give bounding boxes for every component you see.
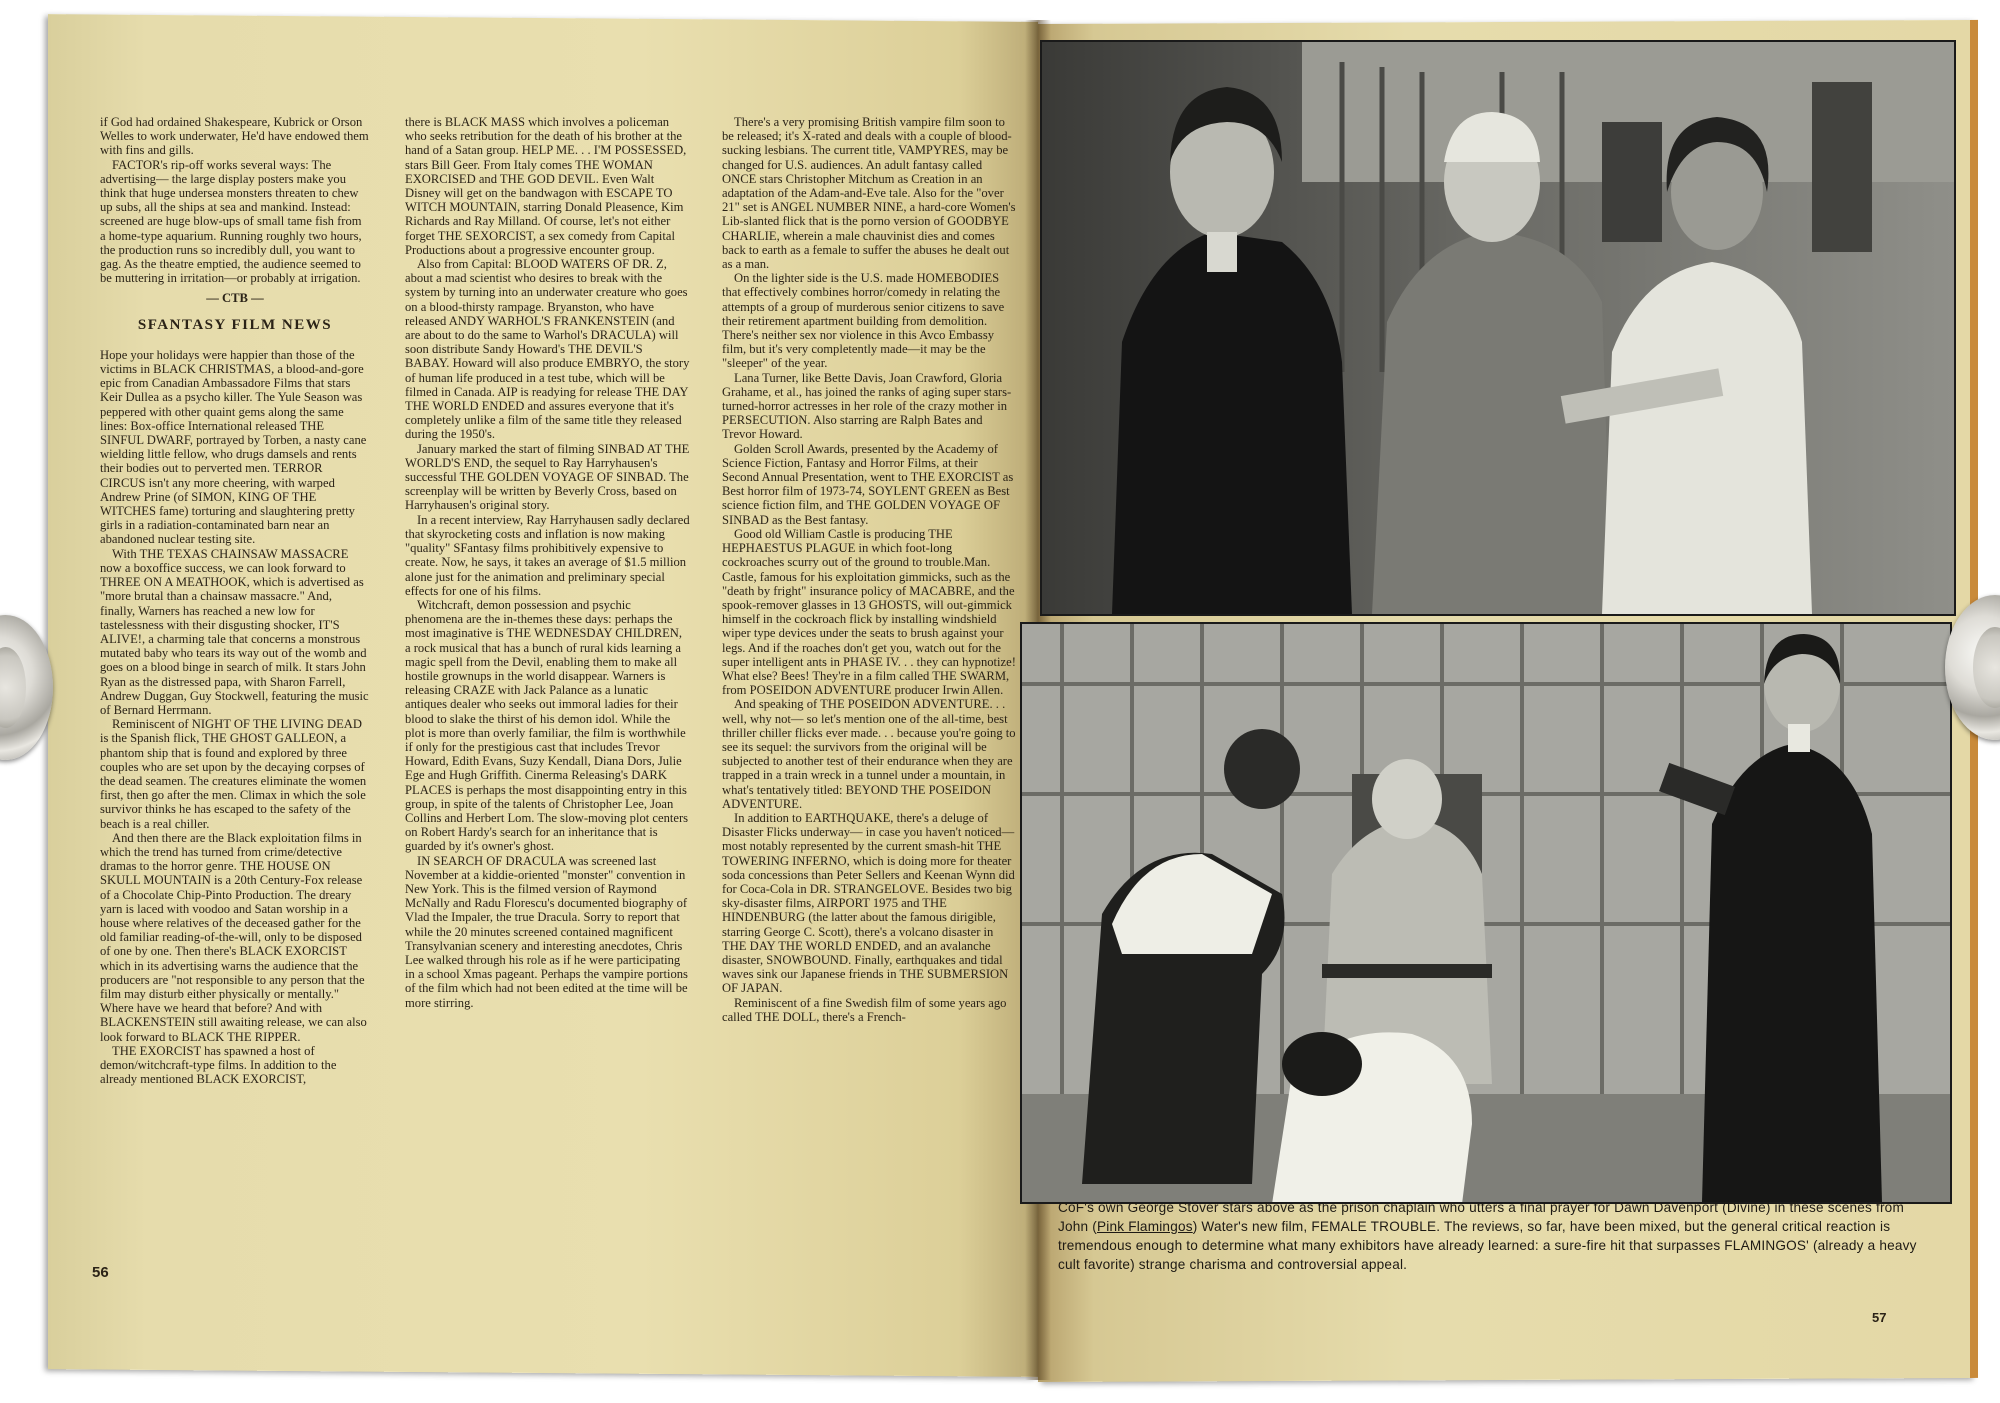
article-column-2 <box>405 115 690 1010</box>
page-number-right: 57 <box>1872 1310 1887 1325</box>
paragraph: Reminiscent of a fine Swedish film of some years ago called THE DOLL, there's a French- <box>722 995 1007 1024</box>
paragraph: Golden Scroll Awards, presented by the Academy of Science Fiction, Fantasy and Horror Films, at their Second Annual Presentation, went to THE EXORCIST as Best horror film of 1973-74, SOYLENT GREEN as Best science fiction film, and THE GOLDEN VOYAGE OF SINBAD as the Best fantasy. <box>722 441 1014 527</box>
paragraph: there is BLACK MASS which involves a policeman who seeks retribution for the death of his brother at the hand of a Satan group. HELP ME. . . I'M POSSESSED, stars Bill Geer. From Italy comes THE WOMAN EXORCISED and THE GOD DEVIL. Even Walt Disney will get on the bandwagon with ESCAPE TO WITCH MOUNTAIN, starring Donald Pleasence, Kim Richards and Ray Milland. Of course, let's not either forget THE SEXORCIST, a sex comedy from Capital Productions about a progressive encounter group. <box>405 115 687 257</box>
paragraph: With THE TEXAS CHAINSAW MASSACRE now a boxoffice success, we can look forward to THREE ON A MEATHOOK, which is advertised as "more brutal than a chainsaw massacre." And, finally, Warners has reached a new low for tastelessness with their disgusting shocker, IT'S ALIVE!, a charming tale that concerns a monstrous mutated baby who tears its way out of the womb and goes on a blood binge in search of milk. It stars John Ryan as the distressed papa, with Sharon Farrell, Andrew Duggan, Guy Stockwell, featuring the music of Bernard Herrmann. <box>100 546 369 717</box>
paragraph: On the lighter side is the U.S. made HOMEBODIES that effectively combines horror/comedy in relating the attempts of a group of murderous senior citizens to save their retirement apartment building from demolition. There's neither sex nor violence in this Avco Embassy film, but it's very completently made—it may be the "sleeper" of the year. <box>722 271 1005 371</box>
paragraph: Reminiscent of NIGHT OF THE LIVING DEAD is the Spanish flick, THE GHOST GALLEON, a phantom ship that is found and explored by three couples who are set upon by the decaying corpses of the dead seamen. The creatures eliminate the women first, then go after the men. Climax in which the sole survivor thinks he has escaped to the safety of the beach is a real chiller. <box>100 717 367 831</box>
photo-illustration <box>1042 42 1954 614</box>
paragraph: In addition to EARTHQUAKE, there's a deluge of Disaster Flicks underway— in case you haven't noticed— most notably represented by the current smash-hit THE TOWERING INFERNO, which is doing more for theater soda concessions than Peter Sellers and Keenan Wynn did for Coca-Cola in DR. STRANGELOVE. Besides two big sky-disaster films, AIRPORT 1975 and THE HINDENBURG (the latter about the famous dirigible, starring George C. Scott), there's a volcano disaster in THE DAY THE WORLD ENDED, and an avalanche disaster, SNOWBOUND. Finally, earthquakes and tidal waves sink our Japanese friends in THE SUBMERSION OF JAPAN. <box>722 810 1015 996</box>
caption-film-title: Pink Flamingos <box>1096 1219 1193 1234</box>
paragraph: And then there are the Black exploitation films in which the trend has turned from crime/detective dramas to the horror genre. THE HOUSE ON SKULL MOUNTAIN is a 20th Century-Fox release of a Chocolate Chip-Pinto Production. The dreary yarn is laced with voodoo and Satan worship in a house where relatives of the deceased gather for the old familiar reading-of-the-will, only to be disposed of one by one. Then there's BLACK EXORCIST which in its advertising warns the audience that the producers are "not responsible to any person that the film may disturb either physically or mentally." Where have we heard that before? And with BLACKENSTEIN still awaiting release, we can also look forward to BLACK THE RIPPER. <box>100 830 367 1044</box>
caption-text: CoF's own George Stover stars above as the prison chaplain who utters a final prayer for Dawn Davenport (Divine) in these scenes from John ( <box>1058 1200 1904 1234</box>
photo-chaplain-and-prisoner <box>1040 40 1956 616</box>
photo-illustration <box>1022 624 1950 1202</box>
paragraph: There's a very promising British vampire film soon to be released; it's X-rated and deals with a couple of blood-sucking lesbians. The current title, VAMPYRES, may be changed for U.S. audiences. An adult fantasy called ONCE stars Christopher Mitchum as Creation in an adaptation of the Adam-and-Eve tale. Also for the "over 21" set is ANGEL NUMBER NINE, a hard-core Women's Lib-slanted flick that is the porno version of GOODBYE CHARLIE, wherein a male chauvinist dies and comes back to earth as a female to suffer the abuses he dealt out as a man. <box>722 115 1016 272</box>
paragraph: Also from Capital: BLOOD WATERS OF DR. Z, about a mad scientist who desires to break with the system by turning into an underwater creature who goes on a blood-thirsty rampage. Bryanston, who have released ANDY WARHOL'S FRANKENSTEIN (and are about to do the same to Warhol's DRACULA) will soon distribute Sandy Howard's THE DEVIL'S BABAY. Howard will also produce EMBRYO, the story of human life produced in a test tube, which will be filmed in Canada. AIP is readying for release THE DAY THE WORLD ENDED and assures everyone that it's completely unlike a film of the same title they released during the 1950's. <box>405 257 690 442</box>
paragraph: And speaking of THE POSEIDON ADVENTURE. . . well, why not— so let's mention one of the all-time, best thriller chiller flicks ever made. . . because you're going to see its sequel: the survivors from the original will be subjected to another test of their endurance when they are trapped in a train wreck in a tunnel under a mountain, in what's tentatively titled: BEYOND THE POSEIDON ADVENTURE. <box>722 697 1016 811</box>
paragraph: January marked the start of filming SINBAD AT THE WORLD'S END, the sequel to Ray Harryhausen's successful THE GOLDEN VOYAGE OF SINBAD. The screenplay will be written by Beverly Cross, based on Harryhausen's original story. <box>405 441 690 513</box>
page-number-left: 56 <box>92 1264 109 1281</box>
ring-hole <box>0 647 26 728</box>
photo-caption <box>1058 1198 1928 1274</box>
paragraph: IN SEARCH OF DRACULA was screened last November at a kiddie-oriented "monster" convention in New York. This is the filmed version of Raymond McNally and Radu Florescu's documented biography of Vlad the Impaler, the true Dracula. Sorry to report that while the 20 minutes screened contained magnificent Transylvanian scenery and interesting anecdotes, Chris Lee walked through his role as if he were participating in a school Xmas pageant. Perhaps the vampire portions of the film which had not been edited at the time will be more stirring. <box>405 853 688 1010</box>
caption-text: ) Water's new film, FEMALE TROUBLE. The reviews, so far, have been mixed, but the general critical reaction is tremendous enough to determine what many exhibitors have already learned: a sure-fire hit that surpasses FLAMINGOS' (already a heavy cult favorite) strange charisma and controversial appeal. <box>1058 1219 1917 1272</box>
author-signature: — CTB — <box>206 291 264 306</box>
paragraph: Hope your holidays were happier than those of the victims in BLACK CHRISTMAS, a blood-and-gore epic from Canadian Ambassadore Films that stars Keir Dullea as a psycho killer. The Yule Season was peppered with other quaint gems along the same lines: Box-office International released THE SINFUL DWARF, portrayed by Torben, a nasty cane wielding little fellow, who drugs damsels and rents their bodies out to perverted men. TERROR CIRCUS isn't any more cheering, with warped Andrew Prine (of SIMON, KING OF THE WITCHES fame) torturing and slaughtering pretty girls in a radiation-contaminated barn near an abandoned nuclear testing site. <box>100 347 367 547</box>
article-column-1 <box>100 115 370 1086</box>
ring-hole <box>1973 627 2000 708</box>
paragraph: Witchcraft, demon possession and psychic phenomena are the in-themes these days: perhaps the most imaginative is THE WEDNESDAY CHILDREN, a rock musical that has a bunch of rural kids learning a magic spell from the Devil, enabling them to make all hostile grownups in the world disappear. Warners is releasing CRAZE with Jack Palance as a lunatic antiques dealer who seeks out immoral ladies for their blood to slake the thirst of his demon idol. While the plot is more than overly familiar, the film is worthwhile if only for the prestigious cast that includes Trevor Howard, Edith Evans, Suzy Kendall, Diana Dors, Julie Ege and Hugh Griffith. Cinerma Releasing's DARK PLACES is perhaps the most disappointing entry in this group, in spite of the talents of Christopher Lee, Joan Collins and Herbert Lom. The slow-moving plot centers on Robert Hardy's search for an inheritance that is guarded by it's owner's ghost. <box>405 597 689 854</box>
photo-execution-scene <box>1020 622 1952 1204</box>
paragraph: In a recent interview, Ray Harryhausen sadly declared that skyrocketing costs and inflation is now making "quality" SFantasy films prohibitively expensive to create. Now, he says, it takes an average of $1.5 million alone just for the animation and preliminary special effects for one of his films. <box>405 512 690 598</box>
paragraph: Lana Turner, like Bette Davis, Joan Crawford, Gloria Grahame, et al., has joined the ranks of aging super stars-turned-horror actresses in her role of the crazy mother in PERSECUTION. Also starring are Ralph Bates and Trevor Howard. <box>722 370 1012 442</box>
paragraph: Good old William Castle is producing THE HEPHAESTUS PLAGUE in which foot-long cockroaches scurry out of the ground to trouble.Man. Castle, famous for his exploitation gimmicks, such as the "death by fright" insurance policy of MACABRE, and the spook-remover glasses in 13 GHOSTS, will out-gimmick himself in the cockroach flick by installing windshield wiper type devices under the seats to brush against your legs. And if the roaches don't get you, watch out for the super intelligent ants in PHASE IV. . . they can hypnotize! What else? Bees! They're in a film called THE SWARM, from POSEIDON ADVENTURE producer Irwin Allen. <box>722 526 1016 698</box>
paragraph: FACTOR's rip-off works several ways: The advertising— the large display posters make you think that huge undersea monsters threaten to chew up subs, all the ships at sea and mankind. Instead: screened are huge blow-ups of small tame fish from a home-type aquarium. Running roughly two hours, the production runs so incredibly dull, you want to gag. As the theatre emptied, the audience seemed to be muttering in irritation—or probably at irrigation. <box>100 157 362 286</box>
section-heading: SFANTASY FILM NEWS <box>137 316 333 333</box>
binder-ring-left <box>0 615 53 760</box>
paragraph: if God had ordained Shakespeare, Kubrick or Orson Welles to work underwater, He'd have endowed them with fins and gills. <box>100 115 369 158</box>
article-column-3 <box>722 115 1017 1024</box>
paragraph: THE EXORCIST has spawned a host of demon/witchcraft-type films. In addition to the already mentioned BLACK EXORCIST, <box>100 1043 337 1087</box>
